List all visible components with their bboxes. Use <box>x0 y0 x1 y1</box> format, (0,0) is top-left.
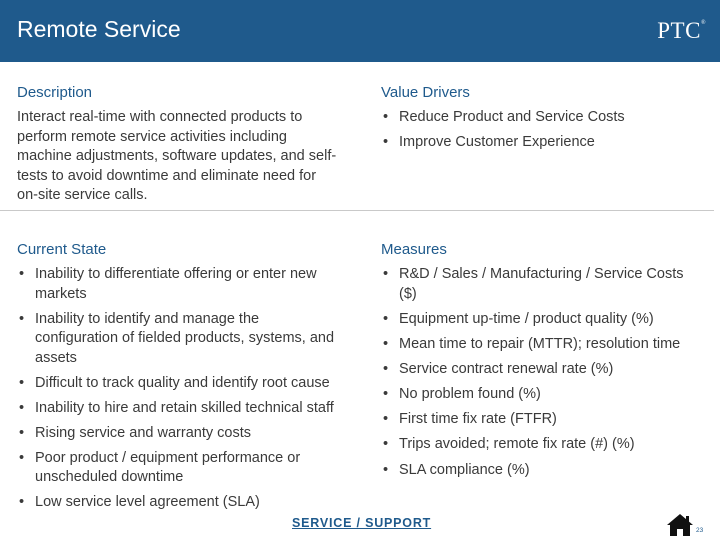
value-drivers-list <box>381 108 701 153</box>
page-number: 23 <box>696 527 704 534</box>
measures-list <box>381 265 691 480</box>
description-heading: Description <box>17 84 93 101</box>
ptc-logo <box>657 18 706 44</box>
page-title: Remote Service <box>17 16 181 42</box>
current-state-heading: Current State <box>17 241 107 258</box>
current-state-list <box>17 265 335 513</box>
title-bar <box>0 0 720 62</box>
section-divider <box>0 210 714 211</box>
value-driver-item: • Improve Customer Experience <box>381 133 701 153</box>
value-drivers-heading: Value Drivers <box>381 84 470 101</box>
measure-item: • Service contract renewal rate (%) <box>381 360 691 380</box>
measure-item: • R&D / Sales / Manufacturing / Service Costs ($) <box>381 265 691 304</box>
current-state-item: • Inability to hire and retain skilled technical staff <box>17 399 335 419</box>
measure-item: • Equipment up-time / product quality (%) <box>381 310 691 330</box>
current-state-item: • Inability to identify and manage the configuration of fielded products, systems, and assets <box>17 310 335 369</box>
logo-registered-mark: ® <box>700 20 706 26</box>
service-support-link[interactable]: SERVICE / SUPPORT <box>292 516 432 530</box>
measure-item: • Mean time to repair (MTTR); resolution time <box>381 335 691 355</box>
measure-item: • Trips avoided; remote fix rate (#) (%) <box>381 435 691 455</box>
description-text: Interact real-time with connected products to perform remote service activities including machine adjustments, software updates, and self-tests to avoid downtime and eliminate need for on-site service calls. <box>17 109 337 203</box>
measure-item: • SLA compliance (%) <box>381 461 691 481</box>
value-driver-item: • Reduce Product and Service Costs <box>381 108 701 128</box>
current-state-item: • Inability to differentiate offering or enter new markets <box>17 265 335 304</box>
current-state-item: • Low service level agreement (SLA) <box>17 493 335 513</box>
home-icon[interactable] <box>666 513 694 537</box>
logo-text: PTC <box>657 18 701 43</box>
measures-heading: Measures <box>381 241 447 258</box>
measure-item: • No problem found (%) <box>381 385 691 405</box>
current-state-item: • Poor product / equipment performance or unscheduled downtime <box>17 449 335 488</box>
current-state-item: • Rising service and warranty costs <box>17 424 335 444</box>
measure-item: • First time fix rate (FTFR) <box>381 410 691 430</box>
current-state-item: • Difficult to track quality and identify root cause <box>17 374 335 394</box>
